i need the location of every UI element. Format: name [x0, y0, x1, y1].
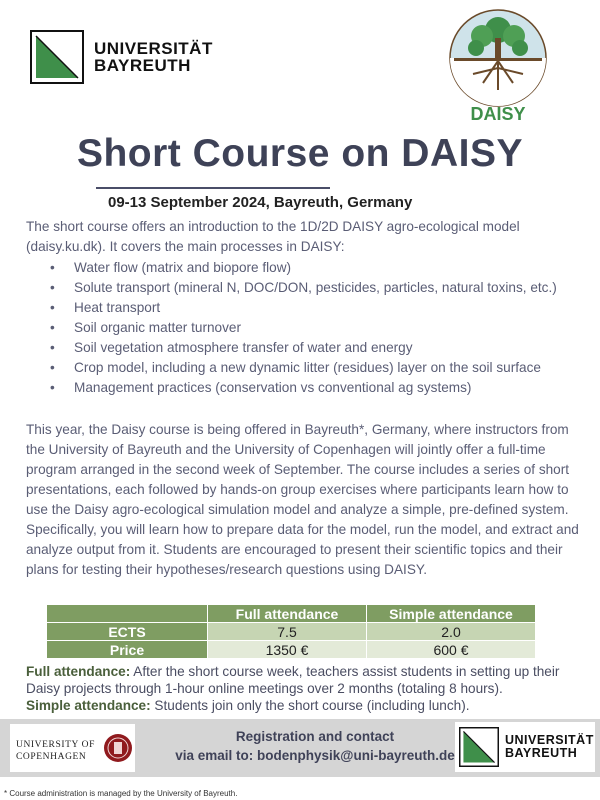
- university-bayreuth-logo-footer: [455, 722, 595, 772]
- intro-paragraph: The short course offers an introduction to the 1D/2D DAISY agro-ecological model (daisy.ku.dk). It covers the main processes in DAISY:: [26, 219, 520, 254]
- full-attendance-text: After the short course week, teachers assist students in setting up their Daisy projects through 1-hour online meetings over 2 months (totaling 8 hours).: [26, 664, 560, 696]
- simple-attendance-note: [26, 697, 586, 714]
- ku-logo-graphic: [10, 724, 135, 772]
- ubt-logo-mark-icon: [459, 727, 499, 767]
- table-header-cell: [47, 605, 208, 623]
- ubt-name-line1: UNIVERSITÄT: [94, 39, 213, 58]
- ku-name-line1: UNIVERSITY OF: [16, 740, 95, 750]
- topic-item: • Water flow (matrix and biopore flow): [50, 258, 585, 278]
- ubt-logo-text: [505, 734, 594, 760]
- title-underline: [96, 187, 330, 189]
- topic-item: • Soil organic matter turnover: [50, 318, 585, 338]
- ubt-logo-text: [94, 40, 213, 74]
- ku-name-line2: COPENHAGEN: [16, 752, 87, 762]
- topic-item: • Crop model, including a new dynamic litter (residues) layer on the soil surface: [50, 358, 585, 378]
- table-row: [47, 623, 536, 641]
- date-location: 09-13 September 2024, Bayreuth, Germany: [108, 194, 413, 211]
- daisy-logo: [448, 8, 548, 126]
- university-copenhagen-logo: [10, 724, 135, 772]
- ubt-name-line2: BAYREUTH: [94, 56, 191, 75]
- ubt-name-line2: BAYREUTH: [505, 746, 578, 760]
- attendance-notes: [26, 663, 586, 714]
- attendance-table: [46, 604, 536, 659]
- table-header-cell: Full attendance: [208, 605, 367, 623]
- ubt-name-line1: UNIVERSITÄT: [505, 733, 594, 747]
- full-attendance-note: [26, 663, 586, 697]
- table-cell: 2.0: [367, 623, 536, 641]
- registration-email[interactable]: via email to: bodenphysik@uni-bayreuth.de: [175, 748, 455, 763]
- topic-list: [50, 258, 585, 398]
- simple-attendance-text: Students join only the short course (including lunch).: [150, 698, 470, 713]
- table-cell: 600 €: [367, 641, 536, 659]
- table-cell: 7.5: [208, 623, 367, 641]
- table-cell: 1350 €: [208, 641, 367, 659]
- row-label: Price: [47, 641, 208, 659]
- daisy-logo-text: DAISY: [470, 104, 526, 124]
- topic-item: • Management practices (conservation vs conventional ag systems): [50, 378, 585, 398]
- registration-contact: [165, 727, 465, 765]
- university-bayreuth-logo: [30, 28, 220, 86]
- table-header-cell: Simple attendance: [367, 605, 536, 623]
- table-row: [47, 641, 536, 659]
- footnote: * Course administration is managed by the University of Bayreuth.: [4, 789, 238, 798]
- row-label: ECTS: [47, 623, 208, 641]
- topic-item: • Solute transport (mineral N, DOC/DON, pesticides, particles, natural toxins, etc.): [50, 278, 585, 298]
- registration-title: Registration and contact: [235, 729, 395, 744]
- topic-item: • Soil vegetation atmosphere transfer of water and energy: [50, 338, 585, 358]
- course-description: This year, the Daisy course is being offered in Bayreuth*, Germany, where instructors from the University of Bayreuth and the University of Copenhagen will jointly offer a full-time program arranged in the second week of September. The course includes a series of short presentations, each followed by hands-on group exercises where participants learn how to use the Daisy agro-ecological simulation model and analyze a simple, pre-defined system. Specifically, you will learn how to prepare data for the model, run the model, and extract and analyze output from it. Students are encouraged to present their scientific topics and their plans for testing their hypotheses/research questions using DAISY.: [26, 422, 579, 577]
- ubt-logo-mark-icon: [30, 30, 84, 84]
- table-header-row: [47, 605, 536, 623]
- full-attendance-label: Full attendance:: [26, 664, 131, 679]
- topic-item: • Heat transport: [50, 298, 585, 318]
- page-title: Short Course on DAISY: [76, 132, 524, 175]
- simple-attendance-label: Simple attendance:: [26, 698, 151, 713]
